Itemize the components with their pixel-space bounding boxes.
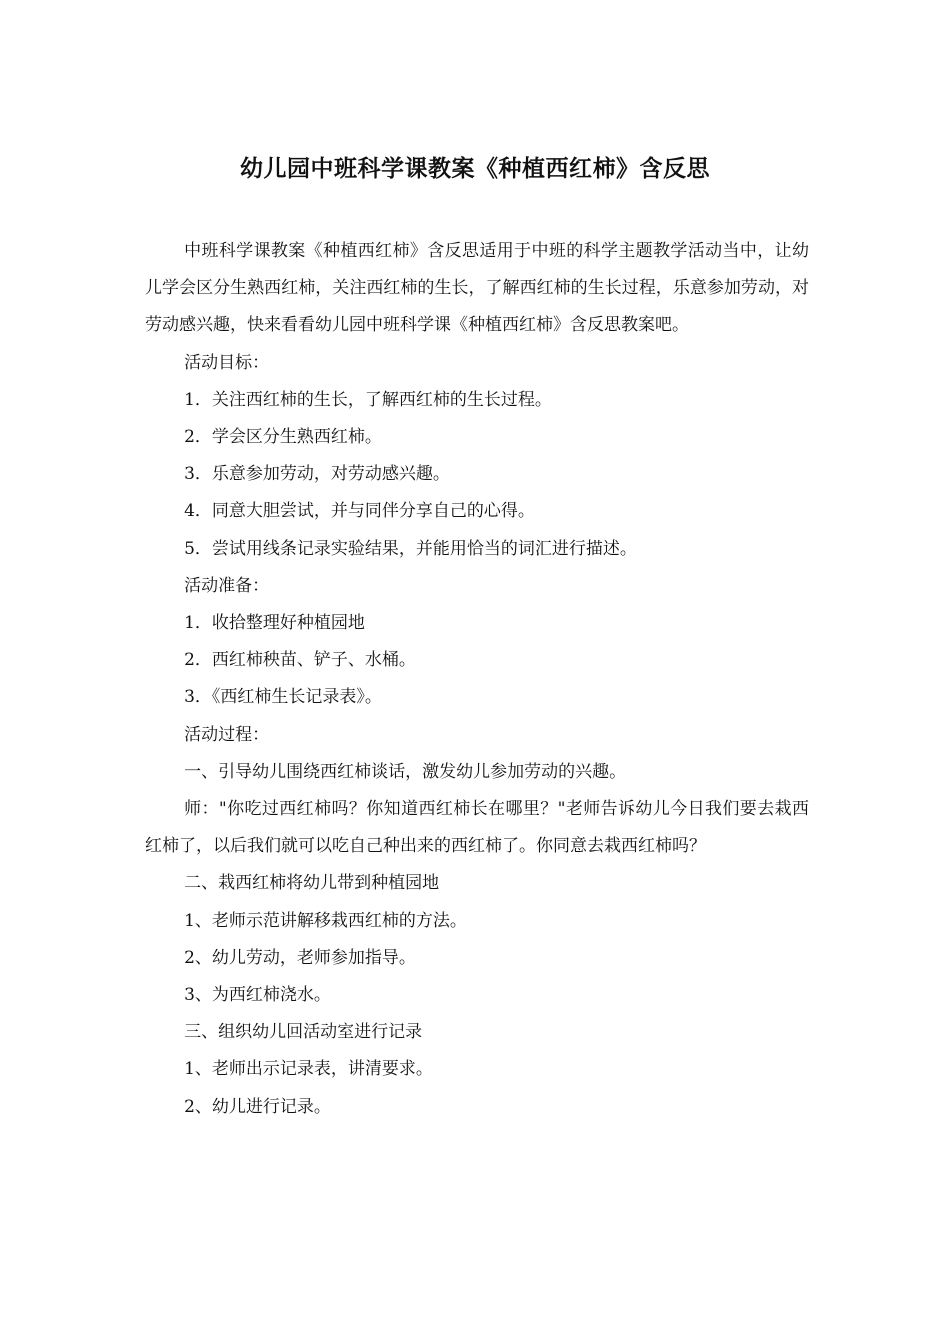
list-item: 2、幼儿进行记录。	[184, 1096, 331, 1117]
process-step-heading: 三、组织幼儿回活动室进行记录	[184, 1022, 423, 1043]
section-heading-objectives: 活动目标：	[184, 352, 270, 373]
list-item: 3、为西红柿浇水。	[184, 985, 331, 1006]
section-heading-process: 活动过程：	[184, 724, 270, 745]
list-item: 2、幼儿劳动，老师参加指导。	[184, 947, 416, 968]
list-item: 3．乐意参加劳动，对劳动感兴趣。	[184, 464, 450, 485]
intro-paragraph: 中班科学课教案《种植西红柿》含反思适用于中班的科学主题教学活动当中，让幼儿学会区分生熟西红柿，关注西红柿的生长，了解西红柿的生长过程，乐意参加劳动，对劳动感兴趣，快来看看幼儿园中班科学课《种植西红柿》含反思教案吧。	[145, 241, 809, 336]
list-item: 5．尝试用线条记录实验结果，并能用恰当的词汇进行描述。	[184, 538, 637, 559]
process-step-heading: 一、引导幼儿围绕西红柿谈话，激发幼儿参加劳动的兴趣。	[184, 761, 627, 782]
list-item: 1、老师出示记录表，讲清要求。	[184, 1059, 433, 1080]
document-title: 幼儿园中班科学课教案《种植西红柿》含反思	[240, 156, 710, 182]
list-item: 1．收拾整理好种植园地	[184, 613, 365, 634]
list-item: 3．《西红柿生长记录表》。	[184, 687, 382, 708]
document-body	[145, 233, 809, 1126]
list-item: 1．关注西红柿的生长，了解西红柿的生长过程。	[184, 389, 552, 410]
list-item: 4．同意大胆尝试，并与同伴分享自己的心得。	[184, 501, 535, 522]
list-item: 2．西红柿秧苗、铲子、水桶。	[184, 650, 416, 671]
process-step-heading: 二、栽西红柿将幼儿带到种植园地	[184, 873, 440, 894]
section-heading-preparation: 活动准备：	[184, 575, 270, 596]
dialogue-paragraph: 师："你吃过西红柿吗？你知道西红柿长在哪里？"老师告诉幼儿今日我们要去栽西红柿了，以后我们就可以吃自己种出来的西红柿了。你同意去栽西红柿吗？	[145, 799, 809, 857]
list-item: 1、老师示范讲解移栽西红柿的方法。	[184, 910, 467, 931]
list-item: 2．学会区分生熟西红柿。	[184, 427, 382, 448]
